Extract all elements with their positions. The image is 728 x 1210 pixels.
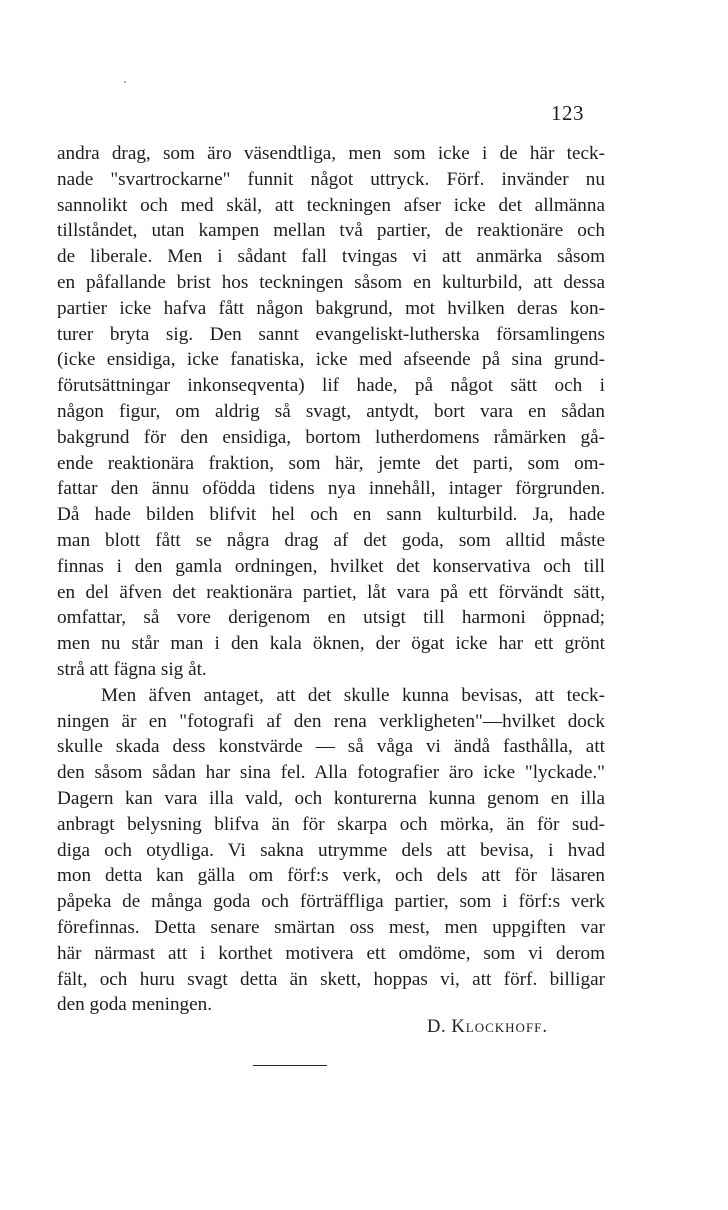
text-line: fält, och huru svagt detta än skett, hoppas vi, att förf. billigar: [57, 968, 605, 990]
text-line: någon figur, om aldrig så svagt, antydt, bort vara en sådan: [57, 400, 605, 422]
text-line: Dagern kan vara illa vald, och konturerna kunna genom en illa: [57, 787, 605, 809]
page-number: 123: [551, 101, 584, 125]
text-line: mon detta kan gälla om förf:s verk, och dels att för läsaren: [57, 865, 605, 887]
text-line: här närmast att i korthet motivera ett omdöme, som vi derom: [57, 942, 605, 964]
text-line: man blott fått se några drag af det goda, som alltid måste: [57, 529, 605, 551]
text-line: sannolikt och med skäl, att teckningen afser icke det allmänna: [57, 194, 605, 216]
text-line: de liberale. Men i sådant fall tvingas vi att anmärka såsom: [57, 246, 605, 268]
author-signature: [427, 1017, 548, 1038]
text-line: turer bryta sig. Den sannt evangeliskt-lutherska församlingens: [57, 323, 605, 345]
text-line: den såsom sådan har sina fel. Alla fotografier äro icke "lyckade.": [57, 762, 605, 784]
text-line: finnas i den gamla ordningen, hvilket det konservativa och till: [57, 555, 605, 577]
text-line: den goda meningen.: [57, 994, 213, 1016]
text-line: strå att fägna sig åt.: [57, 658, 207, 680]
paragraph-2: [57, 683, 605, 1018]
text-line: men nu står man i den kala öknen, der ögat icke har ett grönt: [57, 633, 605, 655]
body-text: [57, 141, 605, 1018]
text-line: påpeka de många goda och förträffliga partier, som i förf:s verk: [57, 891, 605, 913]
text-line: en påfallande brist hos teckningen såsom en kulturbild, att dessa: [57, 271, 605, 293]
text-line: diga och otydliga. Vi sakna utrymme dels att bevisa, i hvad: [57, 839, 605, 861]
signature-surname: Klockhoff.: [451, 1017, 549, 1037]
text-line: ningen är en "fotografi af den rena verkligheten"—hvilket dock: [57, 710, 605, 732]
text-line: Då hade bilden blifvit hel och en sann kulturbild. Ja, hade: [57, 504, 605, 526]
text-line: skulle skada dess konstvärde — så våga vi ändå fasthålla, att: [57, 736, 605, 758]
text-line: partier icke hafva fått någon bakgrund, mot hvilken deras kon-: [57, 297, 605, 319]
text-line: tillståndet, utan kampen mellan två partier, de reaktionäre och: [57, 220, 605, 242]
text-line: andra drag, som äro väsendtliga, men som icke i de här teck-: [57, 143, 605, 164]
text-line: bakgrund för den ensidiga, bortom lutherdomens råmärken gå-: [57, 426, 605, 448]
text-line: en del äfven det reaktionära partiet, låt vara på ett förvändt sätt,: [57, 581, 605, 603]
paper-speck: [124, 81, 126, 83]
paragraph-1: [57, 141, 605, 683]
text-line: (icke ensidiga, icke fanatiska, icke med afseende på sina grund-: [57, 349, 605, 371]
closing-rule: [253, 1065, 327, 1066]
text-line: ende reaktionära fraktion, som här, jemte det parti, som om-: [57, 452, 605, 474]
text-line: förutsättningar inkonseqventa) lif hade, på något sätt och i: [57, 375, 605, 397]
text-line: nade "svartrockarne" funnit något uttryck. Förf. invänder nu: [57, 168, 605, 190]
text-line: förefinnas. Detta senare smärtan oss mest, men uppgiften var: [57, 916, 605, 938]
text-line: fattar den ännu ofödda tidens nya innehåll, intager förgrunden.: [57, 478, 605, 500]
text-line: Men äfven antaget, att det skulle kunna bevisas, att teck-: [101, 684, 605, 706]
text-line: anbragt belysning blifva än för skarpa och mörka, än för sud-: [57, 813, 605, 835]
signature-initial: D.: [427, 1017, 447, 1037]
text-line: omfattar, så vore derigenom en utsigt till harmoni öppnad;: [57, 607, 605, 629]
